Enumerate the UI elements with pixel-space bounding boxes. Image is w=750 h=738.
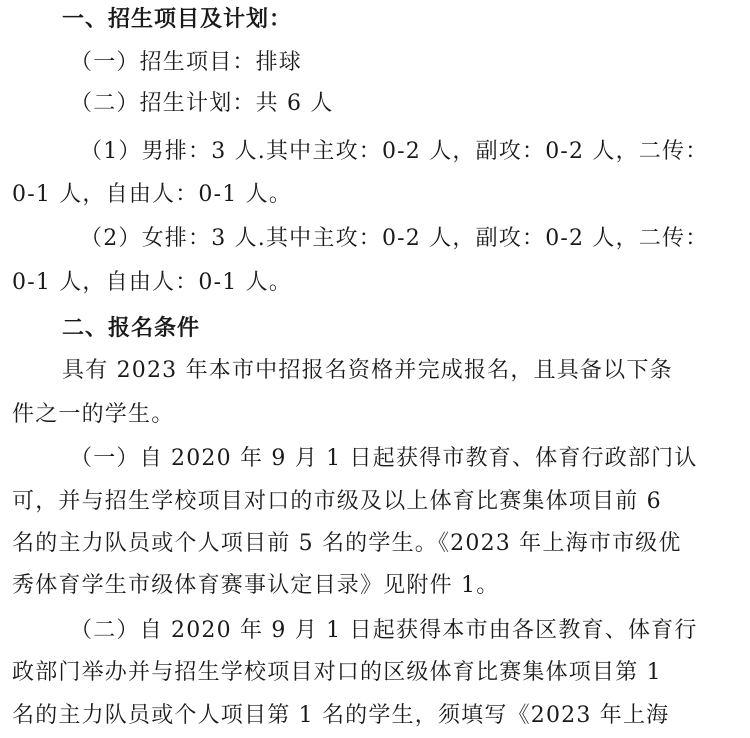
section2-cond2-line3: 名的主力队员或个人项目第 1 名的学生，须填写《2023 年上海	[12, 703, 670, 728]
section1-item-project: （一）招生项目：排球	[70, 50, 303, 75]
section2-cond1-line2: 可，并与招生学校项目对口的市级及以上体育比赛集体项目前 6	[12, 489, 662, 514]
section2-intro-line1: 具有 2023 年本市中招报名资格并完成报名，且具备以下条	[62, 358, 673, 383]
section1-item-plan: （二）招生计划：共 6 人	[70, 91, 334, 116]
section2-cond1-line3: 名的主力队员或个人项目前 5 名的学生。《2023 年上海市市级优	[12, 531, 682, 556]
section1-detail-men-line1: （1）男排：3 人.其中主攻：0-2 人，副攻：0-2 人，二传：	[80, 139, 709, 164]
section2-cond2-line1: （二）自 2020 年 9 月 1 日起获得本市由各区教育、体育行	[70, 618, 698, 643]
section2-cond1-line1: （一）自 2020 年 9 月 1 日起获得市教育、体育行政部门认	[70, 446, 698, 471]
section1-detail-women-line2: 0-1 人，自由人：0-1 人。	[12, 270, 293, 295]
section2-heading: 二、报名条件	[62, 316, 201, 341]
section2-cond2-line2: 政部门举办并与招生学校项目对口的区级体育比赛集体项目第 1	[12, 660, 662, 685]
section1-detail-women-line1: （2）女排：3 人.其中主攻：0-2 人，副攻：0-2 人，二传：	[80, 226, 709, 251]
section1-heading: 一、招生项目及计划：	[62, 7, 293, 32]
section1-detail-men-line2: 0-1 人，自由人：0-1 人。	[12, 182, 293, 207]
section2-intro-line2: 件之一的学生。	[12, 402, 175, 427]
section2-cond1-line4: 秀体育学生市级体育赛事认定目录》见附件 1。	[12, 573, 500, 598]
